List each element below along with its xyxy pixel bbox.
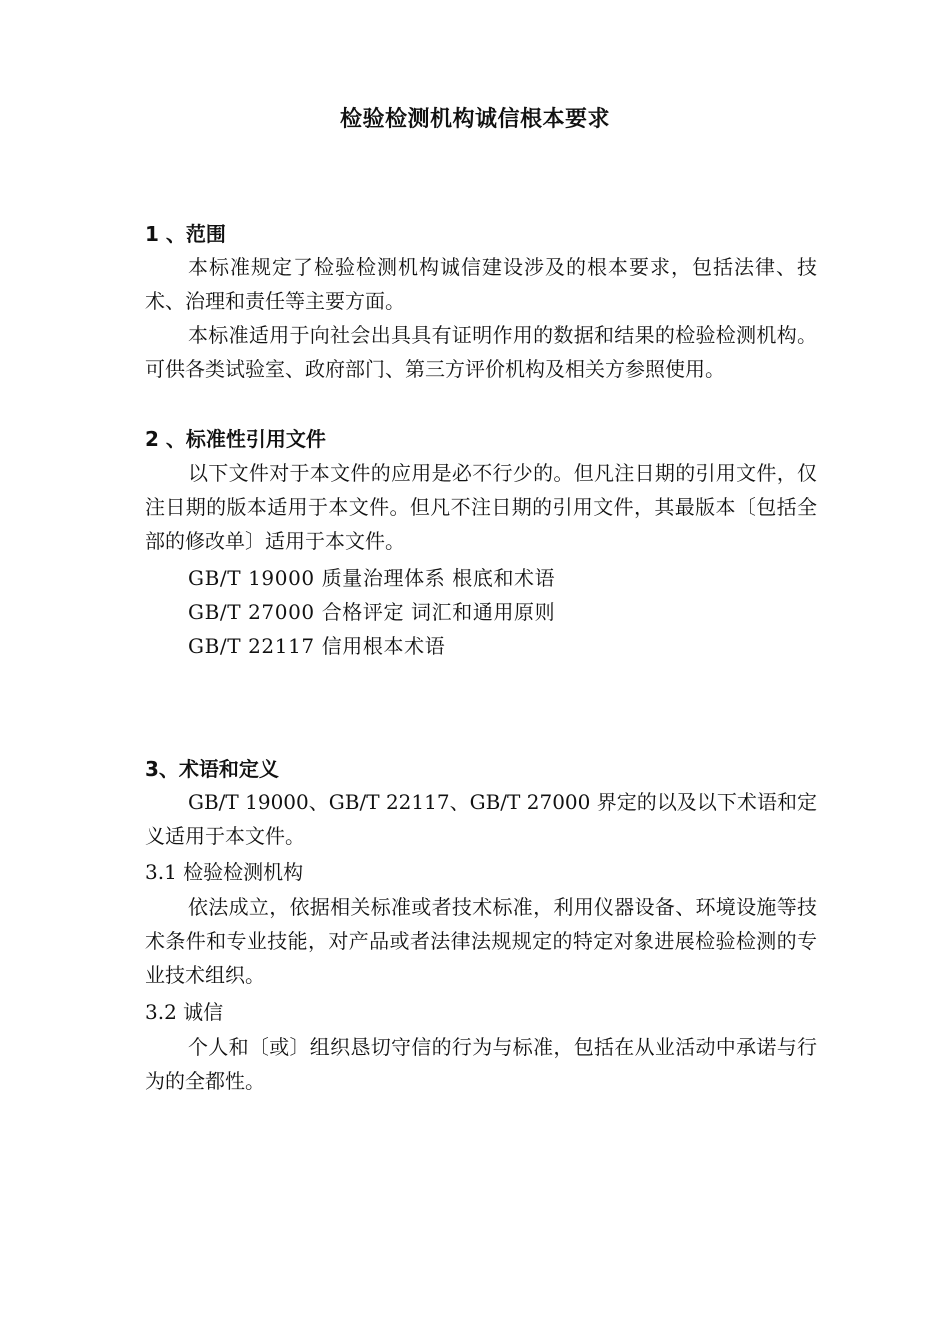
reference-item: GB/T 27000 合格评定 词汇和通用原则 [188,600,556,624]
subsection-3-1-heading: 3.1 检验检测机构 [145,860,304,884]
subsection-3-2-heading: 3.2 诚信 [145,1000,224,1024]
section-1-paragraph-1: 本标准规定了检验检测机构诚信建设涉及的根本要求，包括法律、技术、治理和责任等主要方面。 [145,255,817,313]
reference-item: GB/T 19000 质量治理体系 根底和术语 [188,566,556,590]
section-2-heading: 2 、标准性引用文件 [145,427,326,451]
section-1-heading: 1 、范围 [145,222,226,246]
section-1-paragraph-2: 本标准适用于向社会出具具有证明作用的数据和结果的检验检测机构。可供各类试验室、政府部门、第三方评价机构及相关方参照使用。 [145,323,817,381]
section-2-paragraph-1: 以下文件对于本文件的应用是必不行少的。但凡注日期的引用文件，仅注日期的版本适用于本文件。但凡不注日期的引用文件，其最版本〔包括全部的修改单〕适用于本文件。 [145,461,817,553]
reference-item: GB/T 22117 信用根本术语 [188,634,446,658]
document-title: 检验检测机构诚信根本要求 [339,107,610,132]
section-3-heading: 3、术语和定义 [145,757,279,781]
subsection-3-1-paragraph: 依法成立，依据相关标准或者技术标准，利用仪器设备、环境设施等技术条件和专业技能，对产品或者法律法规规定的特定对象进展检验检测的专业技术组织。 [145,895,817,987]
subsection-3-2-paragraph: 个人和〔或〕组织恳切守信的行为与标准，包括在从业活动中承诺与行为的全都性。 [145,1035,817,1093]
section-3-paragraph-1: GB/T 19000、GB/T 22117、GB/T 27000 界定的以及以下术语和定义适用于本文件。 [145,790,817,848]
